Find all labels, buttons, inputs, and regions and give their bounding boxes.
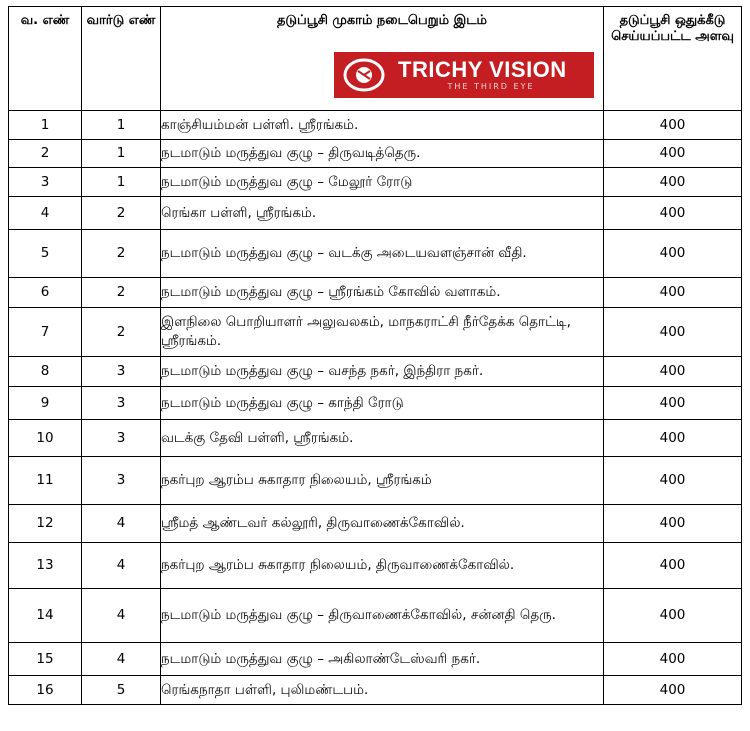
eye-logo-icon	[334, 52, 394, 98]
table-row	[9, 278, 742, 308]
table-row	[9, 140, 742, 168]
serial-number-cell: 10	[9, 420, 82, 457]
allocated-quantity-cell: 400	[604, 168, 742, 197]
allocated-quantity-cell: 400	[604, 308, 742, 357]
table-row	[9, 589, 742, 643]
watermark-subtitle: THE THIRD EYE	[447, 82, 535, 91]
ward-number-cell: 3	[82, 457, 161, 505]
table-row	[9, 457, 742, 505]
vaccination-camp-table	[8, 6, 742, 705]
camp-location-cell: நடமாடும் மருத்துவ குழு – காந்தி ரோடு	[161, 387, 604, 420]
camp-location-cell: நடமாடும் மருத்துவ குழு – திருவடித்தெரு.	[161, 140, 604, 168]
serial-number-cell: 1	[9, 111, 82, 140]
table-row	[9, 420, 742, 457]
camp-location-cell: ஸ்ரீமத் ஆண்டவர் கல்லூரி, திருவாணைக்கோவில்.	[161, 505, 604, 543]
camp-location-cell: ரெங்கநாதா பள்ளி, புலிமண்டபம்.	[161, 676, 604, 705]
allocated-quantity-cell: 400	[604, 505, 742, 543]
camp-location-cell: நடமாடும் மருத்துவ குழு – திருவாணைக்கோவில், சன்னதி தெரு.	[161, 589, 604, 643]
ward-number-cell: 1	[82, 140, 161, 168]
allocated-quantity-cell: 400	[604, 420, 742, 457]
serial-number-cell: 16	[9, 676, 82, 705]
table-row	[9, 230, 742, 278]
ward-number-cell: 4	[82, 543, 161, 589]
table-row	[9, 543, 742, 589]
allocated-quantity-cell: 400	[604, 278, 742, 308]
ward-number-cell: 4	[82, 505, 161, 543]
serial-number-cell: 15	[9, 643, 82, 676]
table-row	[9, 505, 742, 543]
ward-number-cell: 2	[82, 230, 161, 278]
camp-location-cell: நடமாடும் மருத்துவ குழு – வடக்கு அடையவளஞ்சான் வீதி.	[161, 230, 604, 278]
ward-number-cell: 2	[82, 197, 161, 230]
serial-number-cell: 8	[9, 357, 82, 387]
allocated-quantity-cell: 400	[604, 676, 742, 705]
ward-number-cell: 2	[82, 308, 161, 357]
serial-number-cell: 6	[9, 278, 82, 308]
table-row	[9, 643, 742, 676]
camp-location-cell: நடமாடும் மருத்துவ குழு – மேலூர் ரோடு	[161, 168, 604, 197]
table-row	[9, 197, 742, 230]
camp-location-cell: வடக்கு தேவி பள்ளி, ஸ்ரீரங்கம்.	[161, 420, 604, 457]
ward-number-cell: 1	[82, 111, 161, 140]
camp-location-cell: நடமாடும் மருத்துவ குழு – அகிலாண்டேஸ்வரி நகர்.	[161, 643, 604, 676]
table-row	[9, 676, 742, 705]
serial-number-cell: 2	[9, 140, 82, 168]
allocated-quantity-cell: 400	[604, 589, 742, 643]
allocated-quantity-cell: 400	[604, 643, 742, 676]
table-row	[9, 357, 742, 387]
camp-location-cell: நடமாடும் மருத்துவ குழு – ஸ்ரீரங்கம் கோவில் வளாகம்.	[161, 278, 604, 308]
allocated-quantity-cell: 400	[604, 387, 742, 420]
allocated-quantity-cell: 400	[604, 140, 742, 168]
serial-number-cell: 12	[9, 505, 82, 543]
allocated-quantity-cell: 400	[604, 230, 742, 278]
serial-number-cell: 4	[9, 197, 82, 230]
ward-number-cell: 4	[82, 589, 161, 643]
serial-number-cell: 11	[9, 457, 82, 505]
camp-location-cell: நகர்புற ஆரம்ப சுகாதார நிலையம், திருவாணைக்கோவில்.	[161, 543, 604, 589]
serial-number-cell: 9	[9, 387, 82, 420]
ward-number-cell: 3	[82, 420, 161, 457]
allocated-quantity-cell: 400	[604, 357, 742, 387]
ward-number-cell: 2	[82, 278, 161, 308]
camp-location-cell: இளநிலை பொறியாளர் அலுவலகம், மாநகராட்சி நீர்தேக்க தொட்டி, ஸ்ரீரங்கம்.	[161, 308, 604, 357]
table-row	[9, 387, 742, 420]
camp-location-cell: ரெங்கா பள்ளி, ஸ்ரீரங்கம்.	[161, 197, 604, 230]
ward-number-cell: 3	[82, 357, 161, 387]
serial-number-cell: 5	[9, 230, 82, 278]
camp-location-cell: நகர்புற ஆரம்ப சுகாதார நிலையம், ஸ்ரீரங்கம்	[161, 457, 604, 505]
header-allocated-quantity: தடுப்பூசி ஒதுக்கீடு செய்யப்பட்ட அளவு	[604, 7, 742, 111]
table-row	[9, 308, 742, 357]
trichy-vision-watermark	[334, 52, 594, 98]
allocated-quantity-cell: 400	[604, 197, 742, 230]
allocated-quantity-cell: 400	[604, 457, 742, 505]
table-row	[9, 111, 742, 140]
serial-number-cell: 14	[9, 589, 82, 643]
ward-number-cell: 3	[82, 387, 161, 420]
allocated-quantity-cell: 400	[604, 543, 742, 589]
header-camp-location: தடுப்பூசி முகாம் நடைபெறும் இடம்	[161, 7, 604, 111]
camp-location-cell: நடமாடும் மருத்துவ குழு – வசந்த நகர், இந்திரா நகர்.	[161, 357, 604, 387]
table-row	[9, 168, 742, 197]
ward-number-cell: 1	[82, 168, 161, 197]
header-serial-number: வ. எண்	[9, 7, 82, 111]
serial-number-cell: 7	[9, 308, 82, 357]
ward-number-cell: 5	[82, 676, 161, 705]
allocated-quantity-cell: 400	[604, 111, 742, 140]
header-ward-number: வார்டு எண்	[82, 7, 161, 111]
camp-location-cell: காஞ்சியம்மன் பள்ளி. ஸ்ரீரங்கம்.	[161, 111, 604, 140]
serial-number-cell: 3	[9, 168, 82, 197]
ward-number-cell: 4	[82, 643, 161, 676]
watermark-title: TRICHY VISION	[398, 57, 567, 82]
serial-number-cell: 13	[9, 543, 82, 589]
